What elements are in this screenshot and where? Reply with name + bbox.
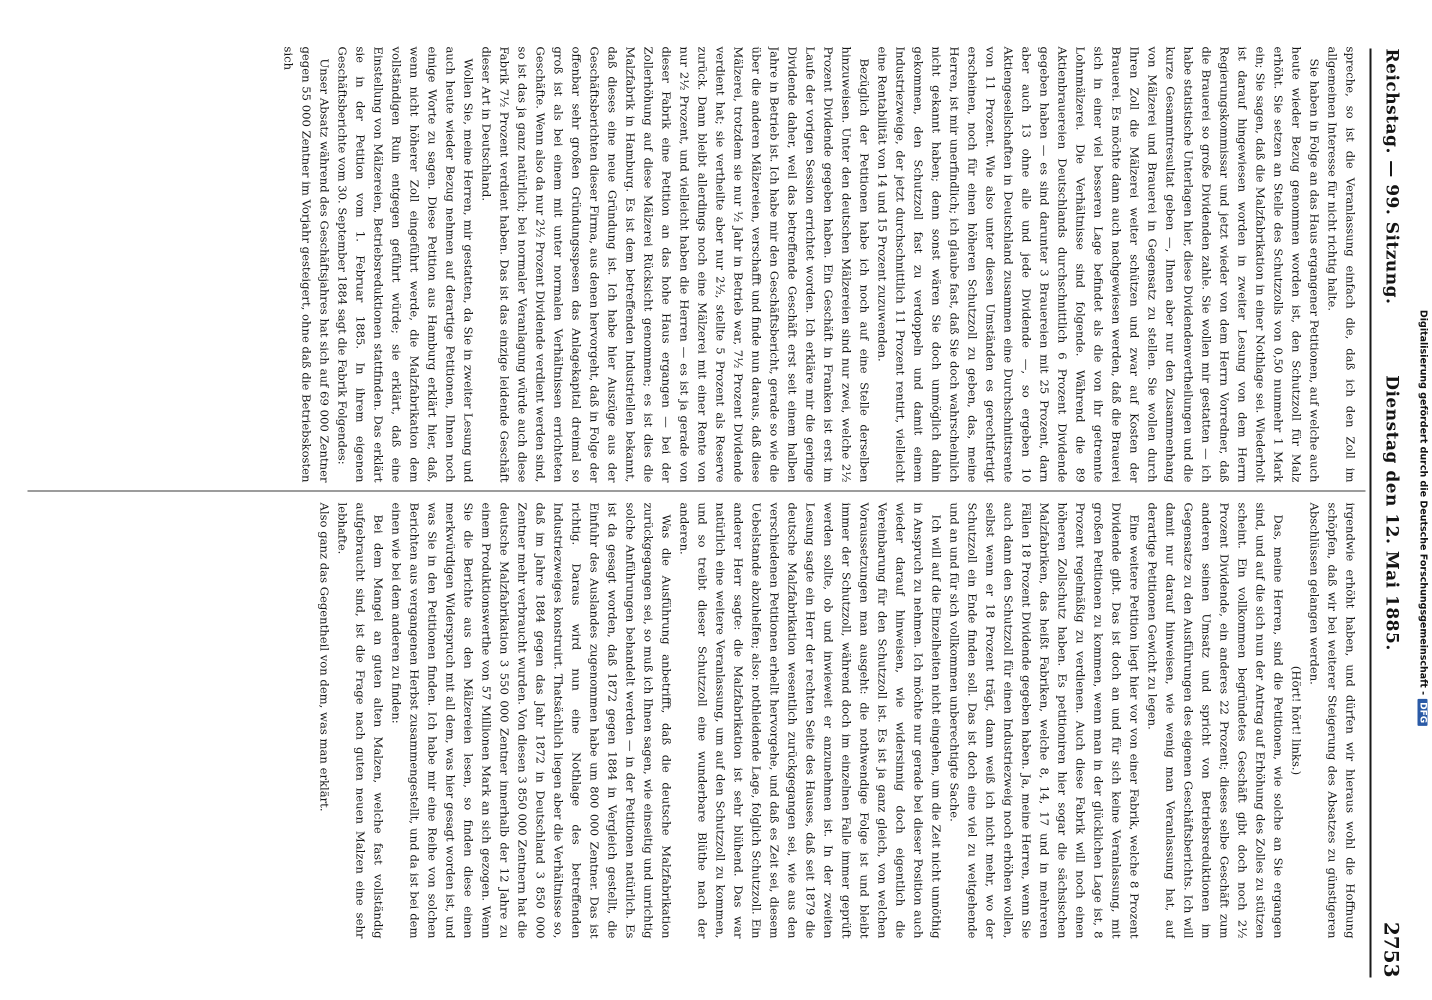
paragraph: Eine weitere Petition liegt hier vor von einer Fabrik, welche 8 Prozent Dividende gibt. Das ist doch an und für sich keine Veranlassung, mit großen Petitionen zu kommen, wenn man in der glücklichen Lage ist, 8 Prozent regelmäßig zu verdienen. Auch diese Fabrik will noch einen höheren Zollschutz haben. Es petitioniren hier sogar die sächsischen Malzfabriken, das heißt Fabriken, welche 8, 14, 17 und in mehreren Fällen 18 Prozent Dividende gegeben haben. Ja, meine Herren, wenn Sie auch dann den Schutzzoll für einen Industriezweig noch erhöhen wollen, selbst wenn er 18 Prozent trägt, dann weiß ich nicht mehr, wo der Schutzzoll ein Ende finden soll. Das ist doch eine viel zu weitgehende und an und für sich vollkommen unberechtigte Sache. xyxy=(947,502,1142,939)
interjection: (Hört! hört! links.) xyxy=(1289,665,1304,776)
paragraph: Sie haben in Folge an das Haus ergangener Petitionen, auf welche auch heute wieder Bezug genommen worden ist, den Schutzzoll für Malz erhöht. Sie setzen an Stelle des Schutzzolls von 0,50 nunmehr 1 Mark ein; Sie sagen, daß die Malzfabrikation in einer Nothlage sei. Wiederholt ist darauf hingewiesen worden in zweiter Lesung von dem Herrn Regierungskommissar und jetzt wieder von dem Herrn Vorredner, daß die Brauerei so große Dividenden zahle. Sie wollen mir gestatten — ich habe statistische Unterlagen hier, diese Dividendenvertheilungen und die kurze Gesammtresultat geben —, Ihnen aber nur den Zusammenhang von Mälzerei und Brauerei in Gegensatz zu stellen. Sie wollen durch Ihren Zoll die Mälzerei weiter schützen und zwar auf Kosten der Brauerei. Es möchte dann auch nachgewiesen werden, daß die Brauerei sich in einer viel besseren Lage befindet als die von ihr getrennte Lohnmälzerei. Die Verhältnisse sind folgende. Während die 89 Aktienbrauereien Deutschlands durchschnittlich 6 Prozent Dividende gegeben haben — es sind darunter 3 Brauereien mit 25 Prozent, darn aber auch 13 ohne alle und jede Dividende —, so ergeben 10 Aktiengesellschaften in Deutschland zusammen eine Durchschnittsrente von 11 Prozent. Wie also unter diesen Umständen es gerechtfertigt erscheinen, noch für einen höheren Schutzzoll zu geben, das, meine Herren, ist mir unerfindlich; ich glaube fast, daß Sie doch wahrscheinlich nicht gekannt haben; denn sonst wären Sie doch unmöglich dahin gekommen, den Schutzzoll fast zu verdoppeln und damit einem Industriezweige, der jetzt durchschnittlich 11 Prozent rentirt, vielleicht eine Rentabilität von 14 und 15 Prozent zuzuwenden. xyxy=(875,46,1322,483)
quote-paragraph: Bei dem Mangel an guten alten Malzen, welche fast vollständig aufgebraucht sind, ist die Frage nach guten neuen Malzen eine sehr lebhafte. xyxy=(335,502,386,939)
digitization-note xyxy=(1414,40,1432,995)
header-rule xyxy=(1370,49,1372,978)
rotated-page xyxy=(20,41,1412,986)
right-column xyxy=(26,503,1360,939)
paragraph: Das, meine Herren, sind die Petitionen, wie solche an Sie ergangen sind, und auf die sich nun der Antrag auf Erhöhung des Zolles zu stützen scheint. Ein vollkommen begründetes Geschäft gibt doch noch 2½ Prozent Dividende, ein anderes 22 Prozent; dieses selbe Geschäft zum anderen seinen Umsatz und spricht von Betriebsreduktionen im Gegensatze zu den Ausführungen des eigenen Geschäftsberichts. Ich will damit nur darauf hinweisen, wie wenig man Veranlassung hat, auf derartige Petitionen Gewicht zu legen. xyxy=(1145,502,1286,939)
paragraph: Bezüglich der Petitionen habe ich noch auf eine Stelle derselben hinzuweisen. Unter den deutschen Mälzereien sind nur zwei, welche 2½ Prozent Dividende gegeben haben. Ein Geschäft in Franken ist erst im Laufe der vorigen Session errichtet worden. Ich erkläre mir die geringe Dividende daher, weil das betreffende Geschäft erst seit einem halben Jahre in Betrieb ist. Ich habe mir den Geschäftsbericht, gerade so wie die über die anderen Mälzereien, verschafft und finde nun daraus, daß diese Mälzerei, trotzdem sie nur ½ Jahr in Betrieb war, 7½ Prozent Dividende verdient hat; sie vertheilte aber nur 2½, stellte 5 Prozent als Reserve zurück. Dann bleibt allerdings noch eine Mälzerei mit einer Rente von nur 2½ Prozent, und vielleicht haben die Herren — es ist ja gerade von dieser Fabrik eine Petition an das hohe Haus ergangen — bei der Zollerhöhung auf diese Mälzerei Rücksicht genommen; es ist dies die Malzfabrik in Hamburg. Es ist dem betreffenden Industriellen bekannt, daß dieses eine neue Gründung ist. Ich habe hier Auszüge aus der Geschäftsberichten dieser Firma, aus denen hervorgeht, daß in Folge der offenbar sehr großen Gründungsspesen das Anlagekapital dreimal so groß ist als bei einem mit unter normalen Verhältnissen errichteten Geschäfte. Wenn also da nur 2½ Prozent Dividende verdient werden sind, so ist das ja ganz natürlich; bei normaler Veranlagung würde auch diese Fabrik 7½ Prozent verdient haben. Das ist das einzige leidende Geschäft dieser Art in Deutschland. xyxy=(479,46,872,483)
quote-paragraph: Unser Absatz während des Geschäftsjahres hat sich auf 69 000 Zentner gegen 55 000 Zentner im Vorjahr gesteigert, ohne daß die Betriebskosten sich xyxy=(281,46,332,483)
paragraph: Ich will auf die Einzelheiten nicht eingehen, um die Zeit nicht unnöthig in Anspruch zu nehmen. Ich möchte nur gerade bei dieser Position auch wieder darauf hinweisen, wie widersinnig doch eigentlich die Vereinbarung für den Schutzzoll ist. Es ist ja ganz gleich, von welchen Voraussetzungen man ausgeht: die nothwendige Folge ist und bleibt immer der Schutzzoll, während doch im einzelnen Falle immer geprüft werden sollte, ob und inwieweit er anzunehmen ist. In der zweiten Lesung sagte ein Herr der rechten Seite des Hauses, daß seit 1879 die deutsche Malzfabrikation wesentlich zurückgegangen sei, wie aus den verschiedenen Petitionen erhellt hervorgehe, und daß es Zeit sei, diesem Uebelstande abzuhelfen; also: nothleidende Lage, folglich Schutzzoll. Ein anderer Herr sagte: die Malzfabrikation ist sehr blühend. Das war natürlich eine weitere Veranlassung, um auf den Schutzzoll zu kommen, und so treibt dieser Schutzzoll eine wunderbare Blüthe nach der anderen. xyxy=(677,502,944,939)
paragraph: Was die Ausführung anbetrifft, daß die deutsche Malzfabrikation zurückgegangen sei, so muß ich Ihnen sagen, wie einseitig und unrichtig solche Anführungen behandelt werden — in der Petitionen natürlich. Es ist da gesagt worden, daß 1872 gegen 1884 in Vergleich gestellt, die Einfuhr des Auslandes zugenommen habe um 800 000 Zentner. Das ist richtig. Daraus wird nun eine Nothlage des betreffenden Industriezweiges konstruirt. Thatsächlich liegen aber die Verhältnisse so, daß im Jahre 1884 gegen das Jahr 1872 in Deutschland 3 850 000 Zentner mehr verbraucht wurden. Von diesen 3 850 000 Zentnern hat die deutsche Malzfabrikation 3 550 000 Zentner innerhalb der 12 Jahre zu einem Produktionswerthe von 57 Millionen Mark an sich gezogen. Wenn Sie die Berichte aus den Mälzereien lesen, so finden diese einen merkwürdigen Widerspruch mit all dem, was hier gesagt worden ist, und was Sie in den Petitionen finden. Ich habe mir eine Reihe von solchen Berichten aus vergangenen Herbst zusammengestellt, und da ist bei dem einen wie bei dem anderen zu finden: xyxy=(389,502,674,939)
paragraph: Wollen Sie, meine Herren, mir gestatten, da Sie in zweiter Lesung und auch heute wieder Bezug nehmen auf derartige Petitionen, Ihnen noch einige Worte zu sagen. Diese Petition aus Hamburg erklärt hier, daß, wenn nicht höherer Zoll eingeführt werde, die Malzfabrikation dem vollständigen Ruin entgegen geführt würde; sie erklärt, daß eine Einstellung von Mälzereien, Betriebsreduktionen stattfinden. Das erklärt sie in der Petition vom 1. Februar 1885. In ihrem eigenen Geschäftsberichte vom 30. September 1884 sagt die Fabrik Folgendes: xyxy=(335,46,476,483)
header-session: Reichstag. — 99. Sitzung. xyxy=(1381,48,1402,305)
paragraph: spreche, so ist die Veranlassung einfach die, daß ich den Zoll im allgemeinen Interesse für nicht richtig halte. xyxy=(1325,46,1358,483)
left-column xyxy=(26,47,1360,483)
header-date: Dienstag den 12. Mai 1885. xyxy=(1381,375,1402,651)
page-header xyxy=(1368,49,1408,978)
digitization-note-text: Digitalisierung gefördert durch die Deutsche Forschungsgemeinschaft - xyxy=(1417,309,1429,695)
column-divider xyxy=(28,491,1366,492)
paragraph: Also ganz das Gegentheil von dem, was man erklärt. xyxy=(317,502,332,812)
page-number: 2753 xyxy=(1379,921,1404,978)
quote-paragraph: irgendwie erhöht haben, und dürfen wir hieraus wohl die Hoffnung schöpfen, daß wir bei weiterer Steigerung des Absatzes zu günstigeren Abschlüssen gelangen werden. xyxy=(1307,502,1358,939)
dfg-logo: DFG xyxy=(1418,699,1428,726)
